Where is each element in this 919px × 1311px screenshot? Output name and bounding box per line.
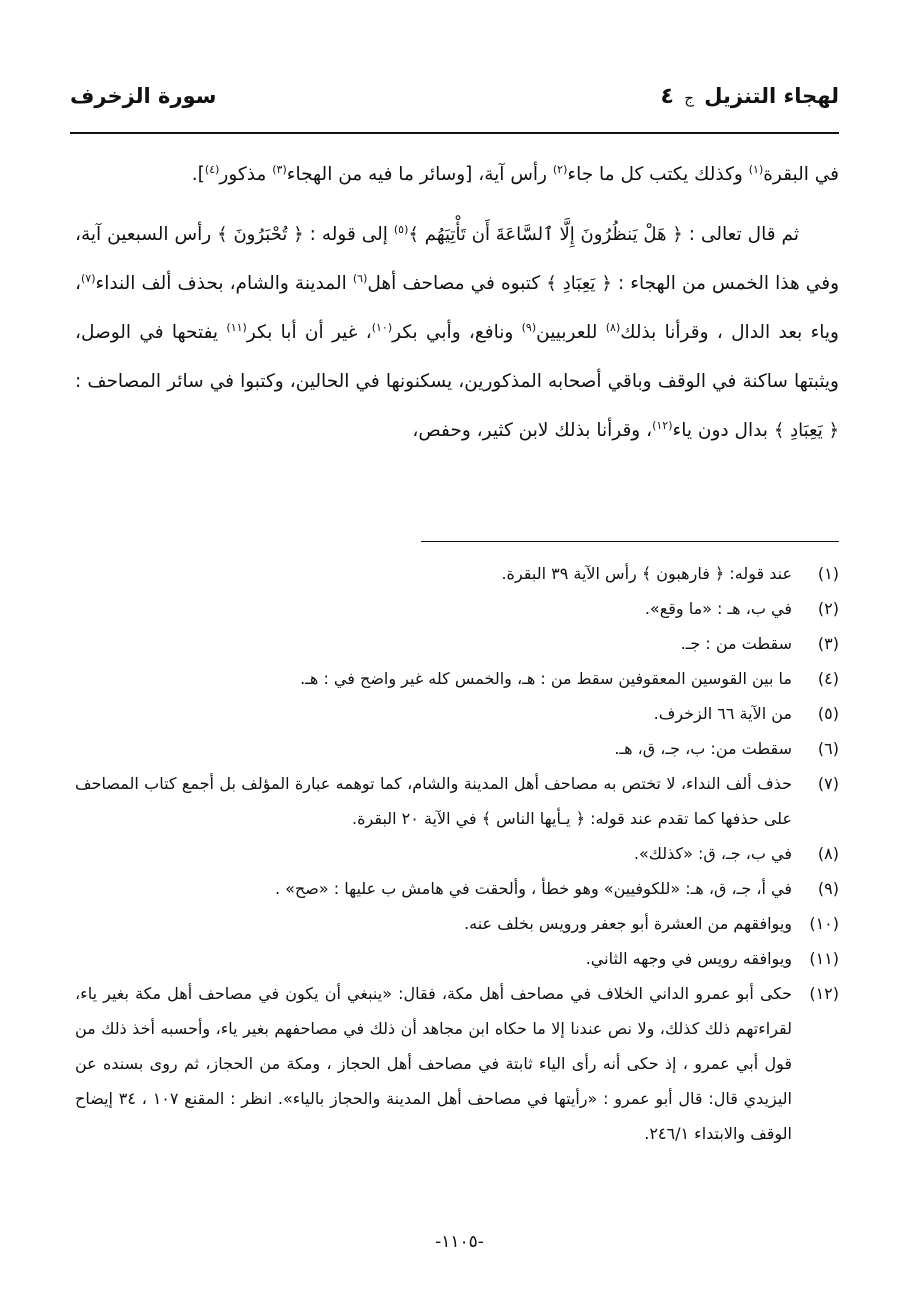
footnote-text: في ب، هـ : «ما وقع».	[644, 599, 792, 618]
footnote-text: ويوافقهم من العشرة أبو جعفر ورويس بخلف عنه.	[464, 914, 792, 933]
footnote-ref: (٣)	[272, 162, 287, 176]
paragraph-2	[75, 210, 839, 455]
footnote-ref: (٤)	[204, 162, 220, 176]
header-rule	[70, 132, 839, 134]
footnote-text: من الآية ٦٦ الزخرف.	[653, 704, 792, 723]
volume-number: ٤	[660, 84, 674, 109]
text-span: إلى قوله :	[303, 224, 394, 245]
footnote-number: (١٢)	[809, 984, 839, 1003]
footnote-number: (١٠)	[809, 914, 839, 933]
footnote-text: سقطت من : جـ.	[680, 634, 792, 653]
footnote-number: (٧)	[817, 774, 839, 793]
footnote-ref: (٨)	[605, 320, 621, 334]
footnote-text: حذف ألف النداء، لا تختص به مصاحف أهل المدينة والشام، كما توهمه عبارة المؤلف بل أجمع كتاب المصاحف على حذفها كما تقدم عند قوله: ﴿ يـأيها الناس ﴾ في الآية ٢٠ البقرة.	[75, 774, 792, 828]
footnote-number: (٥)	[817, 704, 839, 723]
footnote	[75, 871, 839, 906]
footnote-number: (٤)	[817, 669, 839, 688]
text-span: ، غير أن أبا بكر	[246, 322, 372, 343]
footnote-text: في أ، جـ، ق، هـ: «للكوفيين» وهو خطأ ، وألحقت في هامش ب عليها : «صح» .	[274, 879, 792, 898]
footnote-text: حكى أبو عمرو الداني الخلاف في مصاحف أهل مكة، فقال: «ينبغي أن يكون في مصاحف أهل مكة بغير ياء، لقراءتهم ذلك كذلك، ولا نص عندنا إلا ما حكاه ابن مجاهد أن ذلك في مصاحفهم بغير ياء، وأحسبه أخذ ذلك من قول أبي عمرو ، إذ حكى أنه رأى الياء ثابتة في مصاحف أهل الحجاز ، ومكة من الحجاز، ثم روى بسنده عن اليزيدي قال: قال أبو عمرو : «رأيتها في مصاحف أهل المدينة والحجاز بالياء». انظر : المقنع ١٠٧ ، ٣٤ إيضاح الوقف والابتداء ٢٤٦/١.	[75, 984, 792, 1143]
text-span: المدينة والشام، بحذف ألف النداء	[95, 273, 353, 294]
paragraph-1	[75, 150, 839, 199]
footnote-separator	[421, 541, 839, 542]
text-span: بدال دون ياء	[672, 420, 774, 441]
volume-label: ج	[684, 89, 694, 107]
footnote	[75, 766, 839, 836]
main-text	[75, 150, 839, 455]
text-span: في البقرة	[763, 164, 839, 185]
footnote	[75, 836, 839, 871]
text-span: يفتحها في الوصل، ويثبتها ساكنة في الوقف وباقي أصحابه المذكورين، يسكنونها في الحالين، وكتبوا في سائر المصاحف :	[75, 322, 839, 392]
footnote	[75, 696, 839, 731]
text-span: مذكور	[219, 164, 273, 185]
quran-quote: ﴿ هَلْ يَنظُرُونَ إِلَّا ٱلسَّاعَةَ أَن تَأْتِيَهُم ﴾	[408, 224, 683, 245]
footnote-number: (٦)	[817, 739, 839, 758]
footnote	[75, 626, 839, 661]
surah-name: سورة الزخرف	[70, 84, 217, 108]
footnote-number: (٨)	[817, 844, 839, 863]
footnote-text: في ب، جـ، ق: «كذلك».	[633, 844, 792, 863]
footnote	[75, 906, 839, 941]
footnote-ref: (٧)	[80, 271, 96, 285]
text-span: ونافع، وأبي بكر	[392, 322, 522, 343]
footnotes	[75, 556, 839, 1151]
running-header	[70, 82, 839, 138]
text-span: للعربيين	[536, 322, 606, 343]
quran-quote: ﴿ يَعِبَادِ ﴾	[546, 273, 612, 294]
text-span: ثم قال تعالى :	[682, 224, 799, 245]
text-span: رأس السبعين آية، وفي هذا الخمس من الهجاء :	[75, 224, 839, 294]
footnote-ref: (١١)	[226, 320, 247, 334]
footnote-number: (١١)	[809, 949, 839, 968]
footnote-text: سقطت من: ب، جـ، ق، هـ.	[614, 739, 792, 758]
footnote-number: (٢)	[817, 599, 839, 618]
footnote	[75, 556, 839, 591]
footnote-text: عند قوله: ﴿ فارهبون ﴾ رأس الآية ٣٩ البقرة.	[501, 564, 792, 583]
footnote-number: (٩)	[817, 879, 839, 898]
footnote-number: (٣)	[817, 634, 839, 653]
text-span: كتبوه في مصاحف أهل	[367, 273, 547, 294]
footnote-text: ويوافقه رويس في وجهه الثاني.	[585, 949, 792, 968]
footnote-ref: (١)	[748, 162, 764, 176]
text-span: وكذلك يكتب كل ما جاء	[567, 164, 749, 185]
footnote	[75, 731, 839, 766]
text-span: ، وياء بعد الدال ، وقرأنا بذلك	[75, 273, 839, 343]
footnote	[75, 661, 839, 696]
footnote-ref: (١٢)	[652, 418, 673, 432]
footnote	[75, 591, 839, 626]
text-span: ، وقرأنا بذلك لابن كثير، وحفص،	[412, 420, 653, 441]
text-span: رأس آية، [وسائر ما فيه من الهجاء	[286, 164, 553, 185]
footnote-ref: (٩)	[521, 320, 537, 334]
footnote-ref: (٥)	[393, 222, 409, 236]
quran-quote: ﴿ يَعِبَادِ ﴾	[773, 420, 839, 441]
page-number: -١١٠٥-	[435, 1232, 484, 1252]
footnote	[75, 941, 839, 976]
footnote-ref: (١٠)	[371, 320, 393, 334]
footnote-number: (١)	[817, 564, 839, 583]
quran-quote: ﴿ تُحْبَرُونَ ﴾	[217, 224, 304, 245]
book-title-header	[661, 84, 840, 109]
footnote	[75, 976, 839, 1151]
book-title: لهجاء التنزيل	[704, 84, 839, 108]
footnote-text: ما بين القوسين المعقوفين سقط من : هـ، والخمس كله غير واضح في : هـ.	[300, 669, 792, 688]
text-span: ].	[191, 164, 205, 185]
footnote-ref: (٢)	[552, 162, 568, 176]
footnote-ref: (٦)	[352, 271, 368, 285]
